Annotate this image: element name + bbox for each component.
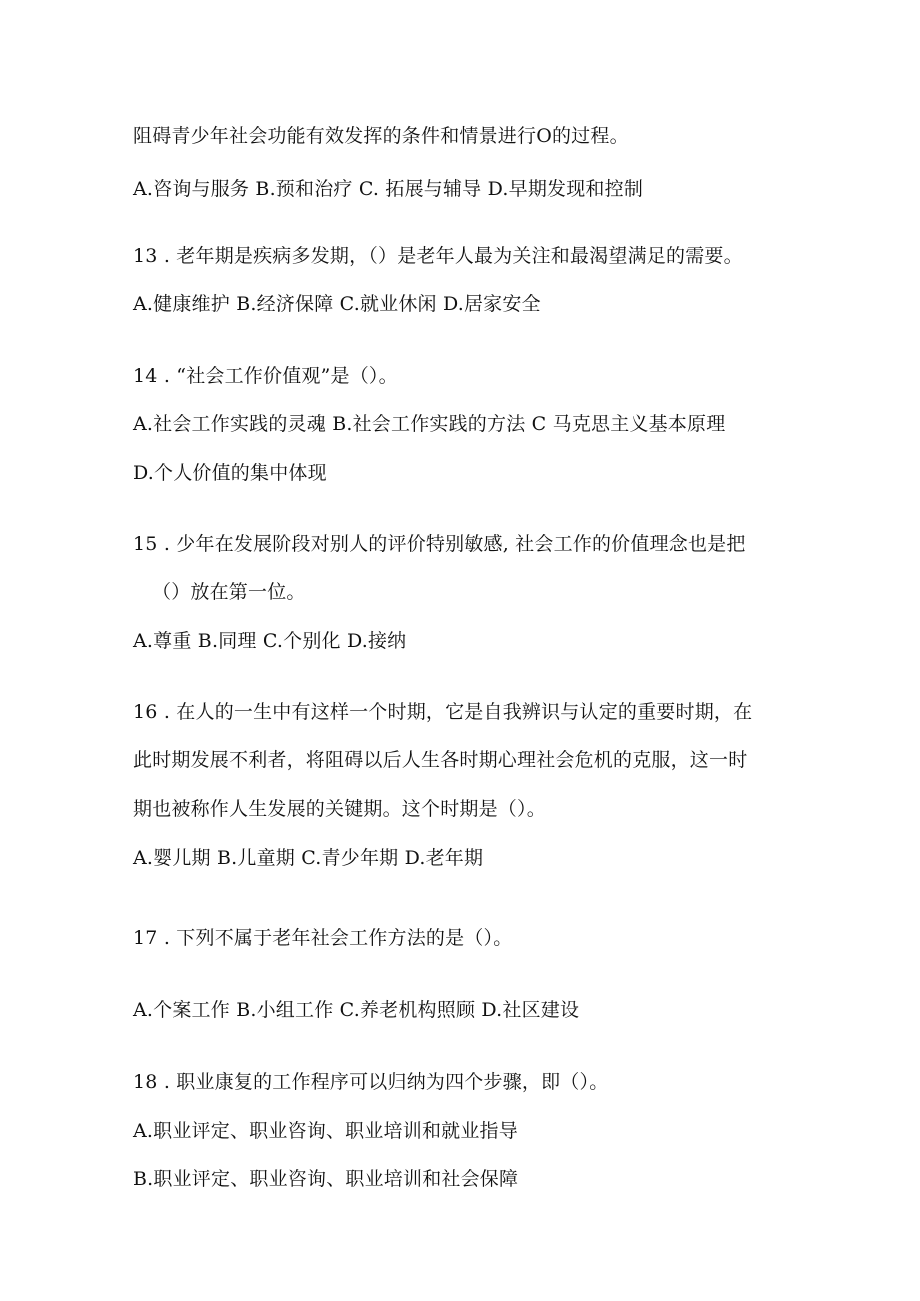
question-16-stem-line-3: 期也被称作人生发展的关键期。这个时期是（）。 [133,798,546,820]
question-16-options: A.婴儿期 B.儿童期 C.青少年期 D.老年期 [133,847,484,869]
question-18-stem: 18 . 职业康复的工作程序可以归纳为四个步骤，即（）。 [133,1071,609,1093]
question-14-options-line-2: D.个人价值的集中体现 [133,462,327,484]
question-14-options-line-1: A.社会工作实践的灵魂 B.社会工作实践的方法 C 马克思主义基本原理 [133,413,726,435]
question-15-options: A.尊重 B.同理 C.个别化 D.接纳 [133,630,407,652]
question-16-stem-line-1: 16 . 在人的一生中有这样一个时期，它是自我辨识与认定的重要时期，在 [133,701,753,723]
question-14-stem: 14 . “社会工作价值观”是（）。 [133,365,398,387]
question-17-options: A.个案工作 B.小组工作 C.养老机构照顾 D.社区建设 [133,999,580,1021]
question-13-options: A.健康维护 B.经济保障 C.就业休闲 D.居家安全 [133,293,541,315]
question-16-stem-line-2: 此时期发展不利者，将阻碍以后人生各时期心理社会危机的克服，这一时 [133,749,748,771]
question-12-continuation: 阻碍青少年社会功能有效发挥的条件和情景进行O的过程。 [133,125,629,147]
question-15-stem-line-1: 15 . 少年在发展阶段对别人的评价特别敏感, 社会工作的价值理念也是把 [133,533,746,555]
question-18-option-a: A.职业评定、职业咨询、职业培训和就业指导 [133,1120,518,1142]
question-15-stem-line-2: （）放在第一位。 [152,581,306,603]
question-13-stem: 13 . 老年期是疾病多发期，（）是老年人最为关注和最渴望满足的需要。 [133,245,743,267]
question-17-stem: 17 . 下列不属于老年社会工作方法的是（）。 [133,927,513,949]
question-18-option-b: B.职业评定、职业咨询、职业培训和社会保障 [133,1168,519,1190]
question-12-options: A.咨询与服务 B.预和治疗 C. 拓展与辅导 D.早期发现和控制 [133,178,644,200]
